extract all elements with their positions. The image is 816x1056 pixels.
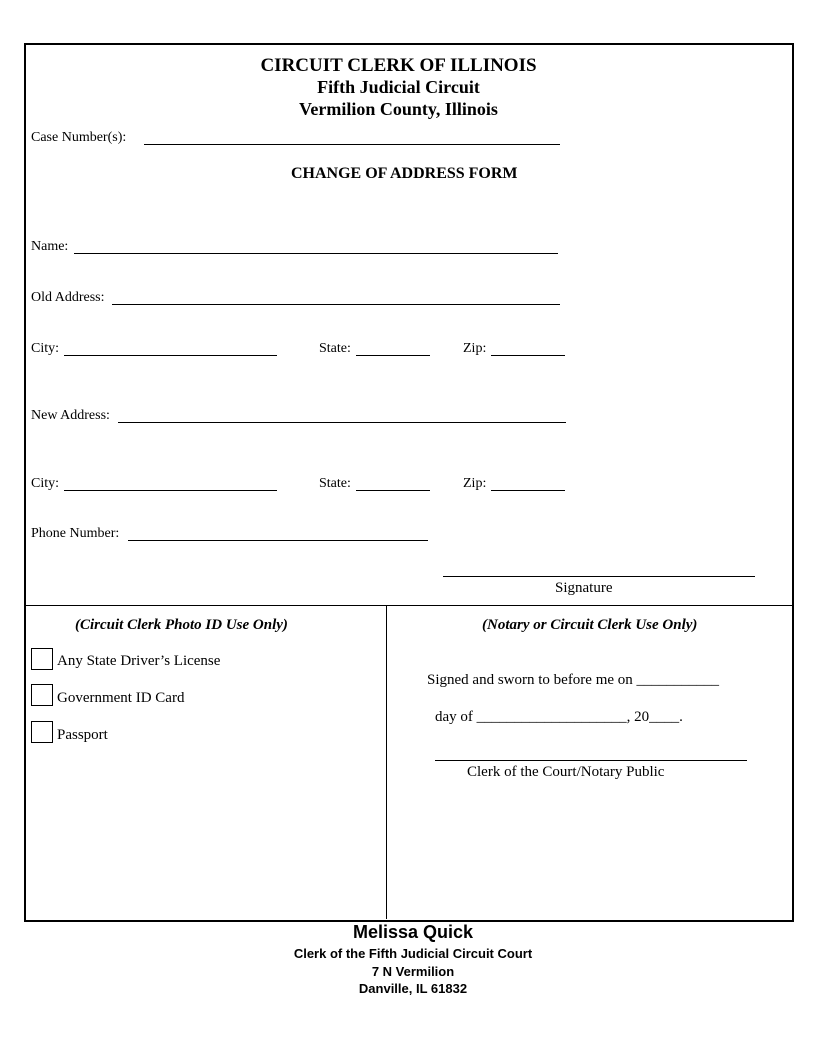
- signature-line[interactable]: [443, 576, 755, 577]
- column-divider: [386, 605, 387, 919]
- new-city-label: City:: [31, 476, 60, 491]
- passport-label: Passport: [57, 727, 108, 743]
- drivers-license-checkbox[interactable]: [31, 648, 53, 670]
- phone-label: Phone Number:: [31, 526, 120, 541]
- office-city: Danville, IL 61832: [358, 981, 468, 996]
- sworn-statement: Signed and sworn to before me on ___________: [427, 672, 720, 688]
- new-address-field[interactable]: [118, 422, 566, 423]
- government-id-label: Government ID Card: [57, 690, 185, 706]
- new-state-label: State:: [319, 476, 351, 491]
- old-state-field[interactable]: [356, 355, 430, 356]
- new-address-label: New Address:: [31, 408, 110, 423]
- clerk-title: Clerk of the Fifth Judicial Circuit Court: [293, 946, 533, 961]
- old-city-field[interactable]: [64, 355, 277, 356]
- form-title: CHANGE OF ADDRESS FORM: [291, 165, 518, 182]
- court-title: CIRCUIT CLERK OF ILLINOIS: [260, 55, 537, 76]
- old-state-label: State:: [319, 341, 351, 356]
- clerk-name: Melissa Quick: [352, 922, 474, 942]
- notary-signature-line[interactable]: [435, 760, 747, 761]
- signature-label: Signature: [555, 580, 613, 596]
- section-divider: [24, 605, 794, 606]
- case-number-field[interactable]: [144, 144, 560, 145]
- new-state-field[interactable]: [356, 490, 430, 491]
- name-label: Name:: [31, 239, 69, 254]
- circuit-name: Fifth Judicial Circuit: [317, 77, 480, 97]
- government-id-checkbox[interactable]: [31, 684, 53, 706]
- new-zip-field[interactable]: [491, 490, 565, 491]
- old-address-label: Old Address:: [31, 290, 105, 305]
- sworn-date: day of ____________________, 20____.: [435, 709, 683, 725]
- passport-checkbox[interactable]: [31, 721, 53, 743]
- old-address-field[interactable]: [112, 304, 560, 305]
- new-zip-label: Zip:: [463, 476, 487, 491]
- phone-field[interactable]: [128, 540, 428, 541]
- old-zip-field[interactable]: [491, 355, 565, 356]
- notary-label: Clerk of the Court/Notary Public: [467, 764, 665, 780]
- old-zip-label: Zip:: [463, 341, 487, 356]
- new-city-field[interactable]: [64, 490, 277, 491]
- name-field[interactable]: [74, 253, 558, 254]
- photo-id-heading: (Circuit Clerk Photo ID Use Only): [75, 617, 288, 633]
- county-name: Vermilion County, Illinois: [299, 99, 498, 119]
- case-number-label: Case Number(s):: [31, 130, 127, 145]
- drivers-license-label: Any State Driver’s License: [57, 653, 221, 669]
- notary-heading: (Notary or Circuit Clerk Use Only): [482, 617, 698, 633]
- office-street: 7 N Vermilion: [371, 964, 455, 979]
- old-city-label: City:: [31, 341, 60, 356]
